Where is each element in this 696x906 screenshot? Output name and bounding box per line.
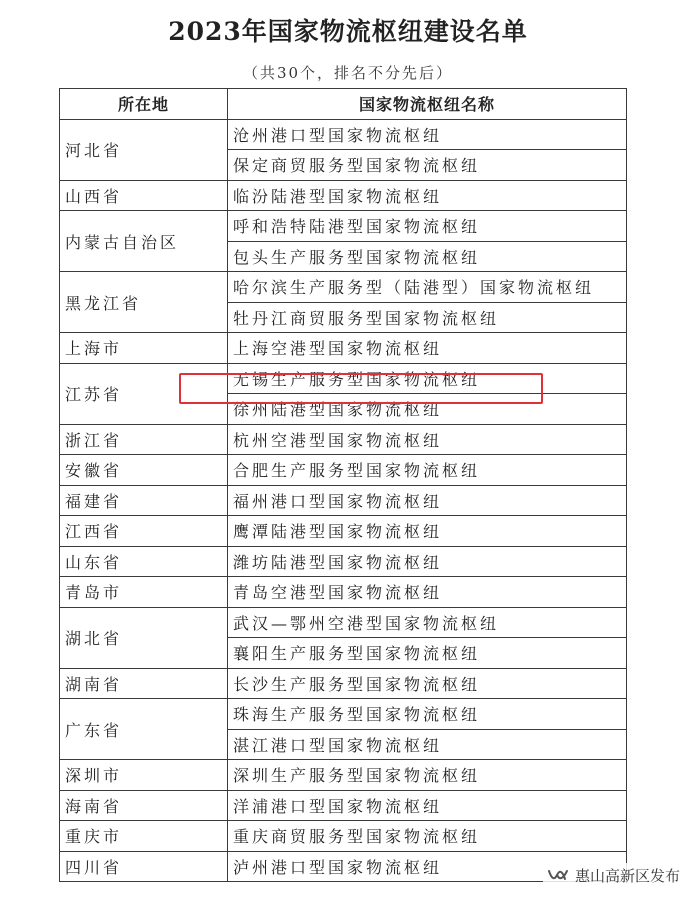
- table-row: [60, 516, 627, 547]
- table-row: [60, 211, 627, 242]
- table-row: [60, 821, 627, 852]
- hub-name-cell: 临汾陆港型国家物流枢纽: [228, 180, 627, 211]
- table-row: [60, 790, 627, 821]
- hub-name-cell: 鹰潭陆港型国家物流枢纽: [228, 516, 627, 547]
- hub-name-cell: 长沙生产服务型国家物流枢纽: [228, 668, 627, 699]
- hub-name-cell: 重庆商贸服务型国家物流枢纽: [228, 821, 627, 852]
- hub-name-cell: 牡丹江商贸服务型国家物流枢纽: [228, 302, 627, 333]
- hub-table: [59, 88, 627, 882]
- highlight-box: [179, 373, 543, 404]
- location-cell: 海南省: [60, 790, 228, 821]
- table-row: [60, 455, 627, 486]
- table-row: [60, 546, 627, 577]
- table-row: [60, 180, 627, 211]
- location-cell: 江西省: [60, 516, 228, 547]
- hub-name-cell: 包头生产服务型国家物流枢纽: [228, 241, 627, 272]
- table-row: [60, 851, 627, 882]
- hub-name-cell: 哈尔滨生产服务型（陆港型）国家物流枢纽: [228, 272, 627, 303]
- hub-name-cell: 沧州港口型国家物流枢纽: [228, 119, 627, 150]
- table-row: [60, 607, 627, 638]
- hub-name-cell: 上海空港型国家物流枢纽: [228, 333, 627, 364]
- hub-name-cell: 湛江港口型国家物流枢纽: [228, 729, 627, 760]
- location-cell: 四川省: [60, 851, 228, 882]
- table-row: [60, 333, 627, 364]
- hub-name-cell: 青岛空港型国家物流枢纽: [228, 577, 627, 608]
- hub-name-cell: 保定商贸服务型国家物流枢纽: [228, 150, 627, 181]
- hub-name-cell: 徐州陆港型国家物流枢纽: [228, 394, 627, 425]
- hub-name-cell: 杭州空港型国家物流枢纽: [228, 424, 627, 455]
- header-hub-name: 国家物流枢纽名称: [228, 89, 627, 120]
- table-row: [60, 699, 627, 730]
- hub-name-cell: 洋浦港口型国家物流枢纽: [228, 790, 627, 821]
- hub-name-cell: 珠海生产服务型国家物流枢纽: [228, 699, 627, 730]
- location-cell: 湖北省: [60, 607, 228, 668]
- table-row: [60, 485, 627, 516]
- page-title: 2023年国家物流枢纽建设名单: [168, 17, 528, 46]
- hub-name-cell: 深圳生产服务型国家物流枢纽: [228, 760, 627, 791]
- wechat-channel-icon: [547, 867, 569, 885]
- table-row: [60, 577, 627, 608]
- location-cell: 河北省: [60, 119, 228, 180]
- location-cell: 山西省: [60, 180, 228, 211]
- location-cell: 广东省: [60, 699, 228, 760]
- location-cell: 黑龙江省: [60, 272, 228, 333]
- location-cell: 福建省: [60, 485, 228, 516]
- table-row: [60, 424, 627, 455]
- hub-name-cell: 襄阳生产服务型国家物流枢纽: [228, 638, 627, 669]
- hub-name-cell: 潍坊陆港型国家物流枢纽: [228, 546, 627, 577]
- location-cell: 浙江省: [60, 424, 228, 455]
- table-row: [60, 272, 627, 303]
- location-cell: 重庆市: [60, 821, 228, 852]
- header-location: 所在地: [60, 89, 228, 120]
- table-row: [60, 668, 627, 699]
- location-cell: 青岛市: [60, 577, 228, 608]
- location-cell: 上海市: [60, 333, 228, 364]
- page-subtitle: （共30个，排名不分先后）: [242, 64, 454, 82]
- hub-name-cell: 呼和浩特陆港型国家物流枢纽: [228, 211, 627, 242]
- location-cell: 深圳市: [60, 760, 228, 791]
- table-header-row: [60, 89, 627, 120]
- watermark-text: 惠山高新区发布: [574, 867, 680, 885]
- location-cell: 安徽省: [60, 455, 228, 486]
- hub-name-cell: 合肥生产服务型国家物流枢纽: [228, 455, 627, 486]
- hub-name-cell: 无锡生产服务型国家物流枢纽: [228, 363, 627, 394]
- location-cell: 湖南省: [60, 668, 228, 699]
- table-row: [60, 760, 627, 791]
- table-body: [60, 119, 627, 882]
- table-row: [60, 119, 627, 150]
- location-cell: 山东省: [60, 546, 228, 577]
- hub-name-cell: 武汉—鄂州空港型国家物流枢纽: [228, 607, 627, 638]
- location-cell: 江苏省: [60, 363, 228, 424]
- hub-name-cell: 福州港口型国家物流枢纽: [228, 485, 627, 516]
- hub-name-cell: 泸州港口型国家物流枢纽: [228, 851, 627, 882]
- location-cell: 内蒙古自治区: [60, 211, 228, 272]
- watermark: [543, 863, 684, 888]
